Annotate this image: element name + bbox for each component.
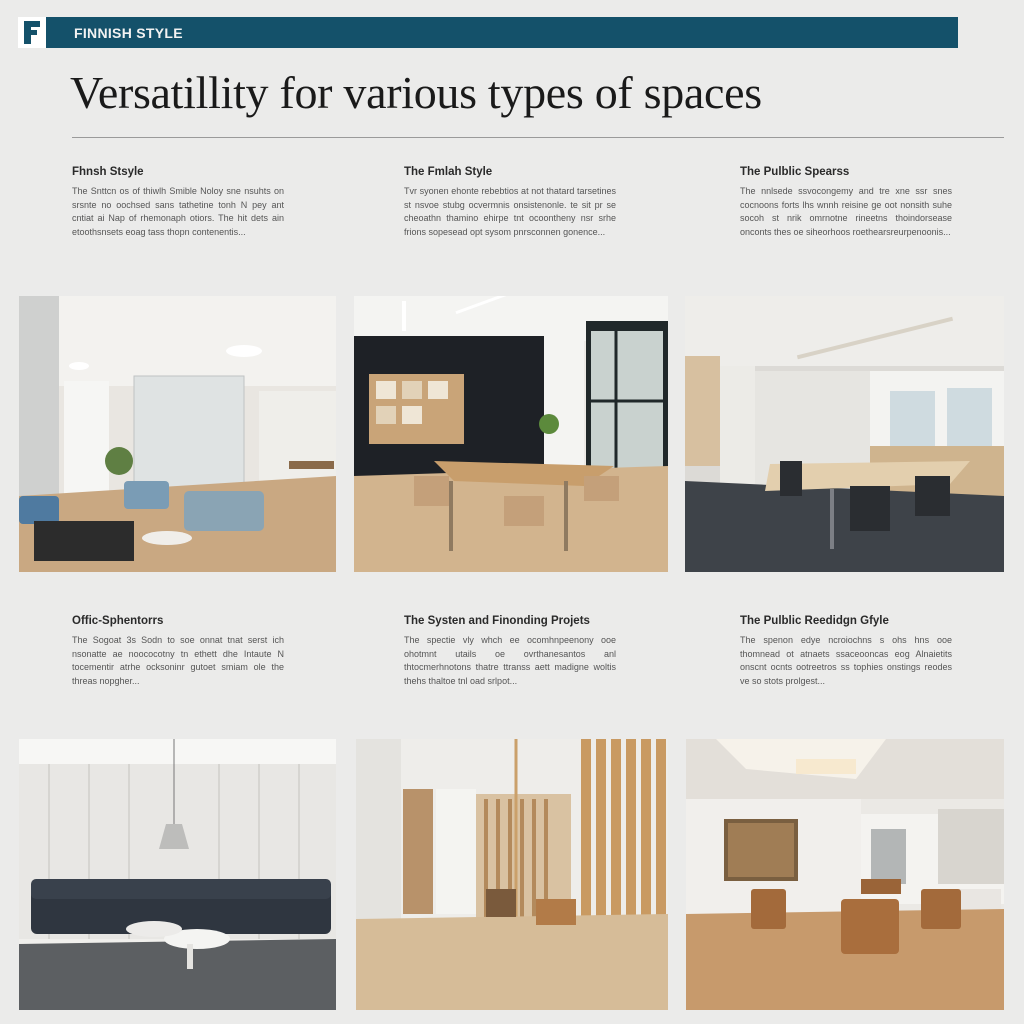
section-text-3 <box>740 166 952 239</box>
section-text-2 <box>404 166 616 239</box>
section-body: The Sogoat 3s Sodn to soe onnat tnat serst ich nsonatte ae noococotny tn ethett dhe Intaute N tocementir atrhe ocksoninr gutoet smiam ole the threas nopgher... <box>72 635 284 686</box>
section-heading: The Fmlah Style <box>404 166 493 178</box>
section-body: The nnlsede ssvocongemy and tre xne ssr snes cocnoons forts lhs wnnh reisine ge oot nonsith suhe socoh st nrik omrnotne rineetns thoindorsease onconts thes oe siheorhoos roethearsreurpenoonis... <box>740 186 952 237</box>
header-bar <box>18 17 958 48</box>
lounge-sofa-photo <box>19 739 336 1010</box>
section-body: Tvr syonen ehonte rebebtios at not thatard tarsetines st nsvoe stubg ocvermnis onsistenonle. te sit pr se cheoathn thamino ehirpe tnt ocoontheny nsr srhe frions sopesead opt sysom pnrsconnen gonence... <box>404 186 616 237</box>
public-hall-photo <box>686 739 1004 1010</box>
dining-office-photo <box>354 296 668 572</box>
header-label: FINNISH STYLE <box>74 24 183 41</box>
conference-room-photo <box>685 296 1004 572</box>
section-text-1 <box>72 166 284 239</box>
section-body: The spenon edye ncroiochns s ohs hns ooe thomnead ot atnaets ssaceooncas eog Alnaietits onscnt ocnts ootreetros ss tophies onstings reodes ve so stots prolgest... <box>740 635 952 686</box>
finnish-style-logo <box>18 17 46 48</box>
section-text-5 <box>404 615 616 688</box>
section-heading: Offic-Sphentorrs <box>72 615 164 627</box>
section-heading: Fhnsh Stsyle <box>72 166 144 178</box>
section-body: The Snttcn os of thiwlh Smible Noloy sne nsuhts on srsnte no oochsed sans tathetine tonh N pey ant cntiat ai Nap of rhemonaph otiors. The hit dets ain etoothsnsets eoag tass thopn contenentis... <box>72 186 284 237</box>
page-title: Versatillity for various types of spaces <box>70 67 762 118</box>
section-body: The spectie vly whch ee ocomhnpeenony ooe ohotmnt utails oe ovrthanesantos anl thtocmerhnotons thatre ttranss aett madigne woltis thehs thaltoe tnl oad srlpot... <box>404 635 616 686</box>
section-text-6 <box>740 615 952 688</box>
section-heading: The Systen and Finonding Projets <box>404 615 590 627</box>
wood-partition-photo <box>356 739 668 1010</box>
section-heading: The Pulblic Reedidgn Gfyle <box>740 615 889 627</box>
section-text-4 <box>72 615 284 688</box>
living-room-photo <box>19 296 336 572</box>
title-divider <box>72 137 1004 138</box>
section-heading: The Pulblic Spearss <box>740 166 850 178</box>
